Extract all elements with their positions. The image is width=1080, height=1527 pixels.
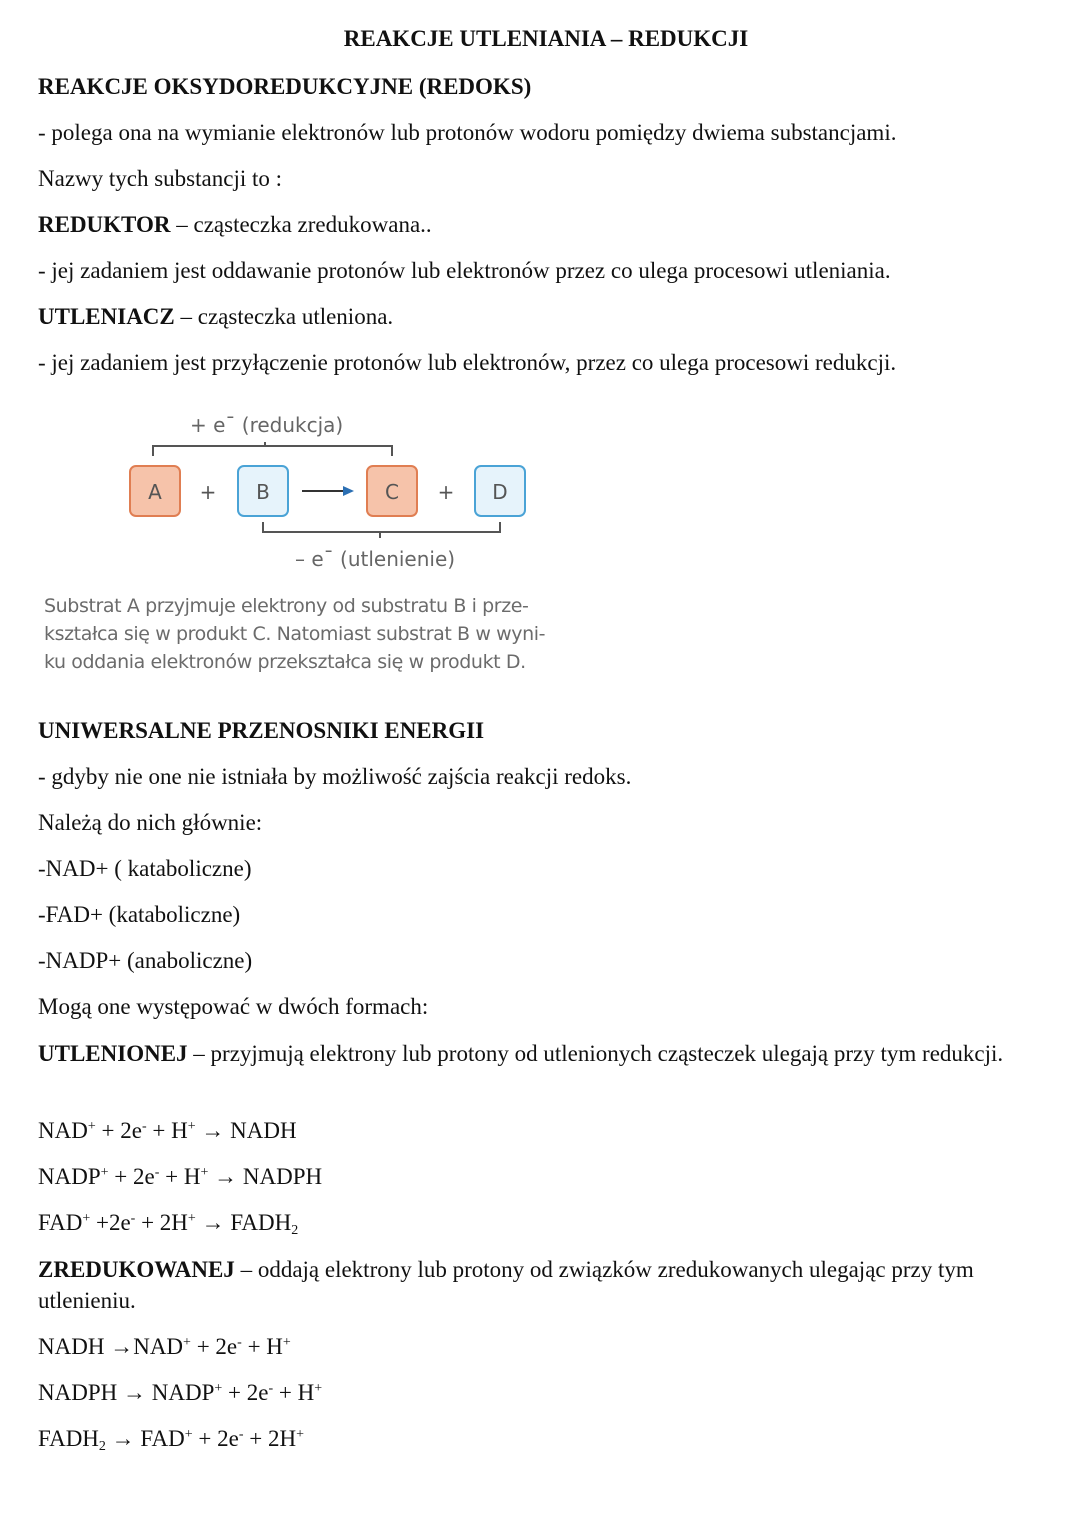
definition-reduktor: REDUKTOR – cząsteczka zredukowana.. xyxy=(38,212,432,237)
section-heading-carriers: UNIWERSALNE PRZENOSNIKI ENERGII xyxy=(38,718,485,743)
svg-text:B: B xyxy=(256,480,270,504)
term-zredukowanej: ZREDUKOWANEJ xyxy=(38,1257,235,1282)
paragraph-substance-names: Nazwy tych substancji to : xyxy=(38,166,283,191)
svg-text:C: C xyxy=(385,480,399,504)
paragraph-reduktor-desc: - jej zadaniem jest oddawanie protonów lub elektronów przez co ulega procesowi utleniania. xyxy=(38,258,891,283)
definition-reduced-form: ZREDUKOWANEJ – oddają elektrony lub protony od związków zredukowanych ulegając przy tym utlenieniu. xyxy=(38,1257,974,1313)
diagram-caption: Substrat A przyjmuje elektrony od substratu B i prze- kształca się w produkt C. Natomiast substrat B w wyni- ku oddania elektronów przekształca się w produkt D. xyxy=(44,595,546,673)
svg-text:A: A xyxy=(148,480,162,504)
list-item-nadp: -NADP+ (anaboliczne) xyxy=(38,948,253,973)
equation-nadp: NADP+ + 2e- + H+ → NADPH xyxy=(38,1164,323,1189)
paragraph-utleniacz-desc: - jej zadaniem jest przyłączenie protonów lub elektronów, przez co ulega procesowi redukcji. xyxy=(38,350,897,375)
page-title: REAKCJE UTLENIANIA – REDUKCJI xyxy=(343,26,749,51)
bracket-oxidation xyxy=(263,522,500,532)
paragraph-carriers-intro: - gdyby nie one nie istniała by możliwość zajścia reakcji redoks. xyxy=(38,764,632,789)
term-reduktor: REDUKTOR xyxy=(38,212,171,237)
redox-diagram-svg xyxy=(40,398,640,598)
paragraph-carriers-list-intro: Należą do nich głównie: xyxy=(38,810,263,835)
paragraph-two-forms: Mogą one występować w dwóch formach: xyxy=(38,994,429,1019)
equation-nadh: NADH →NAD+ + 2e- + H+ xyxy=(38,1334,291,1359)
paragraph-redoks-definition: - polega ona na wymianie elektronów lub protonów wodoru pomiędzy dwiema substancjami. xyxy=(38,120,897,145)
list-item-nad: -NAD+ ( kataboliczne) xyxy=(38,856,252,881)
label-reduction: + e¯ (redukcja) xyxy=(190,413,344,437)
bracket-reduction xyxy=(153,446,392,456)
term-utlenionej: UTLENIONEJ xyxy=(38,1041,188,1066)
svg-text:D: D xyxy=(492,480,508,504)
list-item-fad: -FAD+ (kataboliczne) xyxy=(38,902,241,927)
equation-fadh2: $FADH_2 \to FAD^+ + 2e^- + 2H^+$ xyxy=(38,1426,304,1454)
equation-nadph: NADPH → NADP+ + 2e- + H+ xyxy=(38,1380,323,1405)
plus-sign: + xyxy=(199,480,217,504)
term-utleniacz: UTLENIACZ xyxy=(38,304,175,329)
section-heading-redoks: REAKCJE OKSYDOREDUKCYJNE (REDOKS) xyxy=(38,74,532,99)
equation-fad: $FAD^+ +2e^- + 2H^+ \to FADH_2$ xyxy=(38,1210,299,1238)
definition-utleniacz: UTLENIACZ – cząsteczka utleniona. xyxy=(38,304,394,329)
label-oxidation: – e¯ (utlenienie) xyxy=(295,547,456,571)
definition-oxidized-form: UTLENIONEJ – przyjmują elektrony lub protony od utlenionych cząsteczek ulegają przy tym redukcji. xyxy=(38,1041,1004,1066)
plus-sign-2: + xyxy=(437,480,455,504)
equation-nad: NAD+ + 2e- + H+ → NADH xyxy=(38,1118,297,1143)
